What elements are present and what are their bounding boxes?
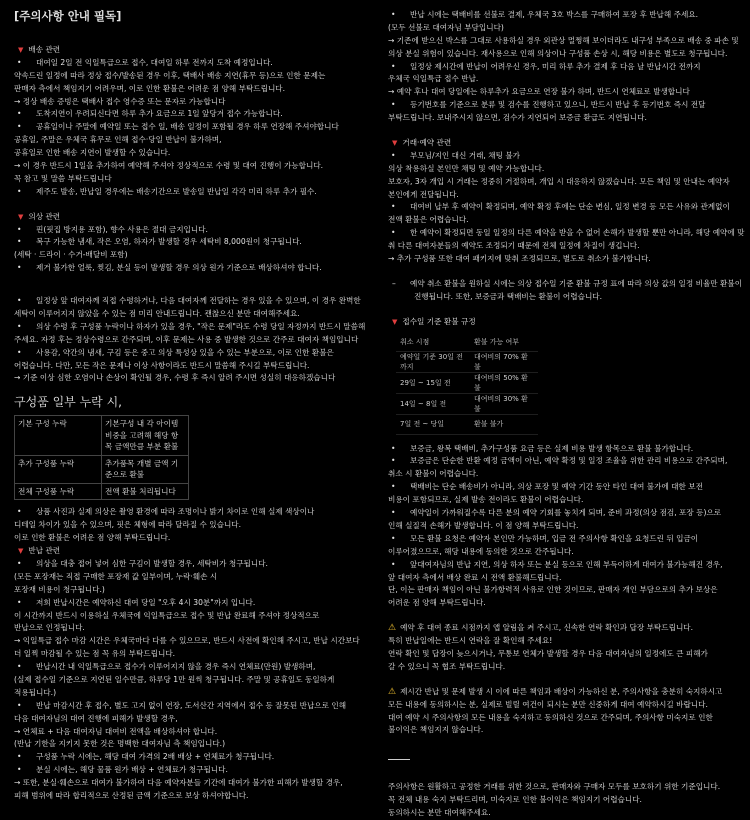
warning-text: 예약 후 대여 종료 시점까지 앱 알림을 켜 주시고, 신속한 연락 확인과 답장 부탁드립니다. xyxy=(400,623,694,633)
bullet-icon: • xyxy=(17,558,22,568)
bullet-icon: • xyxy=(391,456,396,466)
text-line: 주의사항은 원활하고 공정한 거래를 위한 것으로, 판매자와 구매자 모두를 보호하기 위한 기준입니다. xyxy=(388,782,721,792)
bullet-item xyxy=(388,533,748,546)
bullet-item xyxy=(14,186,370,199)
bullet-item xyxy=(14,108,370,121)
bullet-text: 한 예약이 확정되면 동일 일정의 다른 예약을 받을 수 없어 손해가 발생할 뿐만 아니라, 해당 예약에 맞 xyxy=(410,228,745,238)
bullet-icon: • xyxy=(17,57,22,67)
text-line: 부탁드립니다. 보내주시지 않으면, 검수가 지연되어 보증금 환급도 지연됩니다. xyxy=(388,113,647,123)
text-line: 더 일찍 마감될 수 있는 점 꼭 유의 부탁드립니다. xyxy=(14,649,176,659)
text-line: 포장재 비용이 청구됩니다.) xyxy=(14,584,105,594)
text-line: 우체국 익일특급 접수 반납. xyxy=(388,74,479,84)
text-line: → 추가 구성품 또한 대여 패키지에 맞춰 조정되므로, 별도로 취소가 불가합니다. xyxy=(388,254,651,264)
bullet-icon: • xyxy=(391,61,396,71)
missing-parts-table-row xyxy=(15,455,189,483)
bullet-icon: • xyxy=(17,109,22,119)
text-line: → 또한, 분실·훼손으로 대여가 불가하여 다음 예약자분들 기간에 대여가 불가한 피해가 발생할 경우, xyxy=(14,778,343,788)
missing-parts-table-row xyxy=(15,416,189,456)
bullet-text: 부모님/지인 대신 거래, 채팅 불가 xyxy=(410,150,520,160)
bullet-icon: • xyxy=(391,228,396,238)
bullet-icon: • xyxy=(17,321,22,331)
bullet-item xyxy=(14,57,370,70)
refund-policy-table-row xyxy=(396,394,538,415)
text-line: 적용됩니다.) xyxy=(14,687,57,697)
text-line: (모두 선불로 대여자님 부담입니다) xyxy=(388,22,504,32)
text-line: → 이 경우 반드시 1일을 추가하여 예약해 주셔야 정상적으로 수령 및 대여 진행이 가능합니다. xyxy=(14,161,324,171)
text-line: 어렵습니다. 다만, 모든 작은 문제나 이상 사항이라도 반드시 말씀해 주시길 부탁드립니다. xyxy=(14,360,310,370)
text-line: 반납으로 인정됩니다. xyxy=(14,623,85,633)
bullet-icon: • xyxy=(17,347,22,357)
red-triangle-icon: ▼ xyxy=(18,547,24,556)
text-line: 비용이 포함되므로, 실제 발송 전이라도 환불이 어렵습니다. xyxy=(388,495,584,505)
text-line: 대여 예약 시 주의사항의 모든 내용을 숙지하고 동의하신 것으로 간주되며, 주의사항 미숙지로 인한 xyxy=(388,712,713,722)
section-heading-label: 의상 관련 xyxy=(28,211,61,221)
text-line: → 연체료 + 다음 대여자님 대여비 전액을 배상하셔야 합니다. xyxy=(14,726,218,736)
refund-policy-table-row xyxy=(396,333,538,352)
page-title: [주의사항 안내 필독] xyxy=(14,9,122,23)
warning-text: 제시간 반납 및 문제 발생 시 이에 따른 책임과 배상이 가능하신 분, 주의사항을 충분히 숙지하시고 xyxy=(400,686,723,696)
bullet-text: 일정상 앞 대여자께 직접 수령하거나, 다음 대여자께 전달하는 경우 있을 수 있으며, 이 경우 완벽한 xyxy=(36,296,361,306)
text-line: 단, 이는 판매자 책임이 아닌 불가항력적 사유로 인한 것이므로, 판매자 개인 부담으로의 추가 보상은 xyxy=(388,585,718,595)
bullet-text: 제거 불가한 얼룩, 찢김, 분실 등이 발생할 경우 의상 원가 기준으로 배상하셔야 합니다. xyxy=(36,263,322,273)
bullet-text: 반납 마감시간 후 접수, 별도 고지 없이 연장, 도서산간 지역에서 접수 등 잘못된 반납으로 인해 xyxy=(36,700,347,710)
dash-item xyxy=(388,278,748,291)
text-line: 공휴일로 인한 배송 지연이 발생할 수 있습니다. xyxy=(14,148,171,158)
bullet-item xyxy=(14,661,370,674)
text-line: 세탁이 이루어지지 않았을 수 있는 점 미리 안내드립니다. 괜찮으신 분만 대여해주세요. xyxy=(14,309,300,319)
bullet-item xyxy=(388,9,748,22)
refund-policy-table-cell: 7일 전 ~ 당일 xyxy=(396,415,470,435)
bullet-text: 복구 가능한 냄새, 작은 오염, 하자가 발생할 경우 세탁비 8,000원이 청구됩니다. xyxy=(36,237,302,247)
spacer xyxy=(14,32,370,44)
red-triangle-icon: ▼ xyxy=(18,46,24,54)
text-line: 앞 대여자 측에서 배상 완료 시 전액 환불해드립니다. xyxy=(388,572,562,582)
refund-policy-table-cell: 예약일 기준 30일 전까지 xyxy=(396,352,470,373)
spacer xyxy=(388,737,748,749)
bullet-text: 보증금은 단순한 반환 예정 금액이 아닌, 예약 확정 및 일정 조율을 위한 관리 비용으로 간주되며, xyxy=(410,456,728,466)
bullet-icon: • xyxy=(391,10,396,19)
text-line: 판매자 측에서 책임지기 어려우며, 이로 인한 환불은 어려운 점 양해 부탁드립니다. xyxy=(14,83,286,93)
bullet-text: 예약일이 가까워질수록 다른 분의 예약 기회를 놓치게 되며, 준비 과정(의상 점검, 포장 등)으로 xyxy=(410,508,722,518)
red-triangle-icon: ▼ xyxy=(392,139,398,148)
text-line: 인해 실질적 손해가 발생합니다. 이 점 양해 부탁드립니다. xyxy=(388,520,579,530)
warning-line xyxy=(388,622,748,635)
text-line: 춰 다른 대여자분들의 예약도 조정되기 때문에 전체 일정에 차질이 생깁니다. xyxy=(388,241,640,251)
text-line: 전액 환불은 어렵습니다. xyxy=(388,215,469,225)
text-line: 꼭 참고 및 말씀 부탁드립니다 xyxy=(14,173,112,183)
red-triangle-icon: ▼ xyxy=(392,317,398,326)
bullet-icon: • xyxy=(17,662,22,672)
bullet-item xyxy=(388,61,748,74)
bullet-icon: • xyxy=(17,752,22,762)
spacer xyxy=(388,304,748,316)
bullet-icon: • xyxy=(17,224,22,234)
dash-text: 예약 취소 환불을 원하실 시에는 의상 접수일 기준 환불 규정 표에 따라 의상 값의 일정 비율만 환불이 xyxy=(410,278,743,288)
bullet-icon: • xyxy=(17,700,22,710)
section-heading xyxy=(388,137,748,150)
bullet-icon: • xyxy=(391,508,396,518)
section-heading xyxy=(14,211,370,224)
missing-parts-table-cell: 추가 구성품 누락 xyxy=(15,455,102,483)
text-line: 이 시간까지 반드시 이용하실 우체국에 익일특급으로 접수 및 반납 완료해 주셔야 정상적으로 xyxy=(14,610,320,620)
bullet-icon: • xyxy=(391,443,396,453)
bullet-text: 도착지연이 우려되신다면 하루 추가 요금으로 1일 앞당겨 접수 가능합니다. xyxy=(36,109,283,119)
bullet-item xyxy=(388,150,748,163)
text-line: 모든 내용에 동의하시는 분, 실제로 빌릴 여건이 되시는 분만 신중하게 대여 예약하시길 바랍니다. xyxy=(388,699,708,709)
text-line: (실제 접수일 기준으로 지연된 일수만큼, 하루당 1만 원씩 청구됩니다. 주말 및 공휴일도 동일하게 xyxy=(14,674,335,684)
bullet-icon: • xyxy=(17,765,22,775)
missing-parts-table-cell: 전액 환불 처리됩니다 xyxy=(102,483,189,500)
bullet-icon: • xyxy=(391,100,396,110)
bullet-item xyxy=(14,295,370,308)
bullet-icon: • xyxy=(17,263,22,273)
refund-policy-table-cell: 대여비의 50% 환불 xyxy=(470,373,538,394)
bullet-text: 분실 시에는, 해당 물품 원가 배상 + 연체료가 청구됩니다. xyxy=(36,765,228,775)
bullet-text: 대여일 2일 전 익일특급으로 접수, 대여일 하루 전까지 도착 예정입니다. xyxy=(36,57,273,67)
bullet-item xyxy=(388,559,748,572)
bullet-item xyxy=(14,764,370,777)
warning-line xyxy=(388,686,748,699)
bullet-icon: • xyxy=(391,533,396,543)
missing-parts-table-cell: 기본 구성 누락 xyxy=(15,416,102,456)
bullet-item xyxy=(388,455,748,468)
bullet-item xyxy=(388,201,748,214)
bullet-item xyxy=(14,597,370,610)
text-line: 의상 착용하실 본인만 채팅 및 예약 가능합니다. xyxy=(388,163,545,173)
missing-parts-table xyxy=(14,415,189,500)
bullet-item xyxy=(14,262,370,275)
missing-parts-table-cell: 기본구성 내 각 아이템 비중을 고려해 해당 항목 금액만큼 부분 환불 xyxy=(102,416,189,456)
bullet-item xyxy=(14,236,370,249)
bullet-text: 택배비는 단순 배송비가 아니라, 의상 포장 및 예약 기간 동안 타인 대여 불가에 대한 보전 xyxy=(410,482,703,492)
bullet-text: 상품 사진과 실제 의상은 촬영 환경에 따라 조명이나 밝기 차이로 인해 실제 색상이나 xyxy=(36,507,315,517)
bullet-item xyxy=(14,558,370,571)
text-line: 디테일 차이가 있을 수 있으며, 핏은 체형에 따라 달라질 수 있습니다. xyxy=(14,520,242,530)
bullet-text: 등기번호를 기준으로 분류 및 검수를 진행하고 있으니, 반드시 반납 후 등기번호 즉시 전달 xyxy=(410,100,706,110)
bullet-text: 의상을 대충 접어 넣어 심한 구김이 발생할 경우, 세탁비가 청구됩니다. xyxy=(36,558,268,568)
bullet-text: 일정상 제시간에 반납이 어려우신 경우, 미리 하루 추가 결제 후 다음 날 반납시간 전까지 xyxy=(410,61,701,71)
bullet-text: 제주도 발송, 반납일 경우에는 배송기간으로 발송일 반납일 각각 미리 하루 추가 필수. xyxy=(36,186,317,196)
bullet-icon: • xyxy=(17,237,22,247)
bullet-item xyxy=(14,506,370,519)
refund-policy-table-cell: 29일 ~ 15일 전 xyxy=(396,373,470,394)
text-line: 갈 수 있으니 꼭 협조 부탁드립니다. xyxy=(388,661,506,671)
bullet-text: 보증금, 왕복 택배비, 추가구성품 요금 등은 실제 비용 발생 항목으로 환불 불가합니다. xyxy=(410,443,694,453)
missing-parts-table-cell: 추가품목 개별 금액 기준으로 환불 xyxy=(102,455,189,483)
bullet-text: 반납 시에는 택배비를 선불로 결제, 우체국 3호 박스를 구매하여 포장 후 반납해 주세요. xyxy=(410,10,699,19)
bullet-item xyxy=(388,227,748,240)
refund-policy-table-row xyxy=(396,373,538,394)
subheading: 구성품 일부 누락 시, xyxy=(14,395,122,410)
refund-policy-table-cell: 환불 불가 xyxy=(470,415,538,435)
text-line: → 익일특급 접수 마감 시간은 우체국마다 다를 수 있으므로, 반드시 사전에 확인해 주시고, 반납 시간보다 xyxy=(14,636,360,646)
text-line: 의상 분실 위험이 있습니다. 재사용으로 인해 의상이나 구성품 손상 시, 해당 비용은 별도로 청구됩니다. xyxy=(388,48,728,58)
bullet-icon: • xyxy=(17,186,22,196)
refund-policy-table-cell: 취소 시점 xyxy=(396,333,470,352)
bullet-text: 핀(핏집 방지용 포함), 향수 사용은 절대 금지입니다. xyxy=(36,224,208,234)
bullet-text: 사용감, 약간의 냄새, 구김 등은 중고 의상 특성상 있을 수 있는 부분으로, 이로 인한 환불은 xyxy=(36,347,334,357)
text-line: 약속드린 일정에 따라 정상 접수/발송된 경우 이후, 택배사 배송 지연(휴무 등)으로 인한 문제는 xyxy=(14,70,326,80)
bullet-text: 구성품 누락 시에는, 해당 대여 가격의 2배 배상 + 연체료가 청구됩니다. xyxy=(36,752,275,762)
spacer xyxy=(388,769,748,781)
text-line: 공휴일, 주말은 우체국 휴무로 인해 접수·당일 반납이 불가하며, xyxy=(14,135,222,145)
text-line: 취소 시 환불이 어렵습니다. xyxy=(388,469,479,479)
bullet-item xyxy=(388,443,748,456)
spacer xyxy=(388,610,748,622)
text-line: 보호자, 3자 개입 시 거래는 정중히 거절하며, 개입 시 대응하지 않겠습니다. 모든 책임 및 안내는 예약자 xyxy=(388,176,730,186)
spacer xyxy=(388,125,748,137)
refund-policy-table-row xyxy=(396,415,538,435)
text-line: (세탁 · 드라이 · 수거-배달비 포함) xyxy=(14,250,128,260)
text-line: 어려운 점 양해 부탁드립니다. xyxy=(388,598,486,608)
bullet-item xyxy=(14,347,370,360)
text-line: 진행됩니다. 또한, 보증금과 택배비는 환불이 어렵습니다. xyxy=(414,291,603,301)
bullet-text: 의상 수령 후 구성품 누락이나 하자가 있을 경우, "작은 문제"라도 수령 당일 자정까지 반드시 말씀해 xyxy=(36,321,366,331)
text-line: 피해 범위에 따라 합리적으로 산정된 금액 기준으로 보상 하셔야합니다. xyxy=(14,790,249,800)
text-line: 주세요. 자정 후는 정상수령으로 간주되며, 이후 문제는 사용 중 발생한 것으로 간주로 대여자 책임입니다 xyxy=(14,334,359,344)
bullet-text: 반납시간 내 익일특급으로 접수가 이루어지지 않을 경우 즉시 연체료(만원) 발생하며, xyxy=(36,662,316,672)
section-heading xyxy=(388,316,748,329)
text-line: 본인에게 전달됩니다. xyxy=(388,189,459,199)
spacer xyxy=(14,199,370,211)
missing-parts-table-cell: 전체 구성품 누락 xyxy=(15,483,102,500)
bullet-icon: • xyxy=(17,122,22,132)
section-heading-label: 배송 관련 xyxy=(28,45,61,54)
bullet-icon: • xyxy=(391,202,396,212)
right-column xyxy=(388,9,748,820)
warning-icon: ⚠ xyxy=(388,686,397,697)
bullet-icon: • xyxy=(17,296,22,306)
missing-parts-table-row xyxy=(15,483,189,500)
bullet-item xyxy=(388,507,748,520)
text-line: → 정상 배송 증빙은 택배사 접수 영수증 또는 문자로 가능합니다 xyxy=(14,96,226,106)
section-heading-label: 반납 관련 xyxy=(28,546,61,556)
bullet-text: 앞대여자님의 반납 지연, 의상 하자 또는 분실 등으로 인해 부득이하게 대여가 불가능해진 경우, xyxy=(410,559,723,569)
bullet-text: 저희 반납시간은 예약하신 대여 당일 "오후 4시 30분"까지 입니다. xyxy=(36,597,256,607)
spacer xyxy=(388,266,748,278)
bullet-text: 모든 환불 요청은 예약자 본인만 가능하며, 입금 전 주의사항 확인을 요청드린 뒤 입금이 xyxy=(410,533,699,543)
text-line: (모든 포장재는 직접 구매한 포장재 값 일부이며, 누락·훼손 시 xyxy=(14,571,218,581)
refund-policy-table-cell: 대여비의 30% 환불 xyxy=(470,394,538,415)
bullet-item xyxy=(14,700,370,713)
dash-icon: – xyxy=(392,278,396,288)
text-line: 불이익은 책임지지 않습니다. xyxy=(388,725,484,735)
text-line: → 예약 후나 대여 당일에는 하루추가 요금으로 연장 불가 하며, 반드시 연체료로 발생합니다 xyxy=(388,87,690,97)
section-heading xyxy=(14,545,370,558)
bullet-text: 공휴일이나 주말에 예약일 또는 접수 일, 배송 일정이 포함될 경우 하루 연장해 주셔야합니다 xyxy=(36,122,339,132)
text-line: 이루어졌으므로, 해당 내용에 동의한 것으로 간주됩니다. xyxy=(388,546,574,556)
bullet-item xyxy=(14,224,370,237)
bullet-item xyxy=(388,481,748,494)
bullet-icon: • xyxy=(391,482,396,492)
text-line: → 기존에 받으신 박스를 그대로 사용하실 경우 외관상 멀쩡해 보이더라도 내구성 부족으로 배송 중 파손 및 xyxy=(388,35,739,45)
bullet-item xyxy=(14,121,370,134)
section-heading-label: 거래·예약 관련 xyxy=(402,138,452,148)
bullet-text: 대여비 납부 후 예약이 확정되며, 예약 확정 후에는 단순 변심, 일정 변경 등 모든 사유와 관계없이 xyxy=(410,202,730,212)
section-heading xyxy=(14,44,370,57)
text-line: → 기준 이상 심한 오염이나 손상이 확인될 경우, 수령 후 즉시 알려 주시면 성실히 대응하겠습니다 xyxy=(14,373,336,383)
text-line: 꼭 전체 내용 숙지 부탁드리며, 미숙지로 인한 불이익은 책임지기 어렵습니다. xyxy=(388,795,642,805)
red-triangle-icon: ▼ xyxy=(18,212,24,221)
refund-policy-table xyxy=(396,333,538,435)
text-line: 이로 인한 환불은 어려운 점 양해 부탁드립니다. xyxy=(14,533,171,543)
text-line: (반납 기한을 지키지 못한 것은 명백한 대여자님 측 책임입니다.) xyxy=(14,739,226,749)
left-column xyxy=(14,8,370,803)
section-heading-label: 접수일 기준 환불 규정 xyxy=(402,316,476,326)
bullet-icon: • xyxy=(17,597,22,607)
text-line: 특히 반납일에는 반드시 연락을 잘 확인해 주세요! xyxy=(388,636,553,646)
bullet-item xyxy=(14,751,370,764)
refund-policy-table-cell: 환불 가능 여부 xyxy=(470,333,538,352)
text-line: 연락 확인 및 답장이 늦으시거나, 무통보 연체가 발생할 경우 다음 대여자님의 일정에도 큰 피해가 xyxy=(388,648,708,658)
bullet-icon: • xyxy=(17,507,22,517)
divider xyxy=(388,749,748,769)
bullet-icon: • xyxy=(391,150,396,160)
refund-policy-table-row xyxy=(396,352,538,373)
text-line: 동의하시는 분만 대여해주세요. xyxy=(388,808,491,818)
spacer xyxy=(14,275,370,295)
bullet-item xyxy=(14,321,370,334)
bullet-icon: • xyxy=(391,559,396,569)
warning-icon: ⚠ xyxy=(388,623,397,634)
spacer xyxy=(388,674,748,686)
refund-policy-table-cell: 14일 ~ 8일 전 xyxy=(396,394,470,415)
bullet-item xyxy=(388,99,748,112)
refund-policy-table-cell: 대여비의 70% 환불 xyxy=(470,352,538,373)
text-line: 다음 대여자님의 대여 진행에 피해가 발생할 경우, xyxy=(14,713,178,723)
